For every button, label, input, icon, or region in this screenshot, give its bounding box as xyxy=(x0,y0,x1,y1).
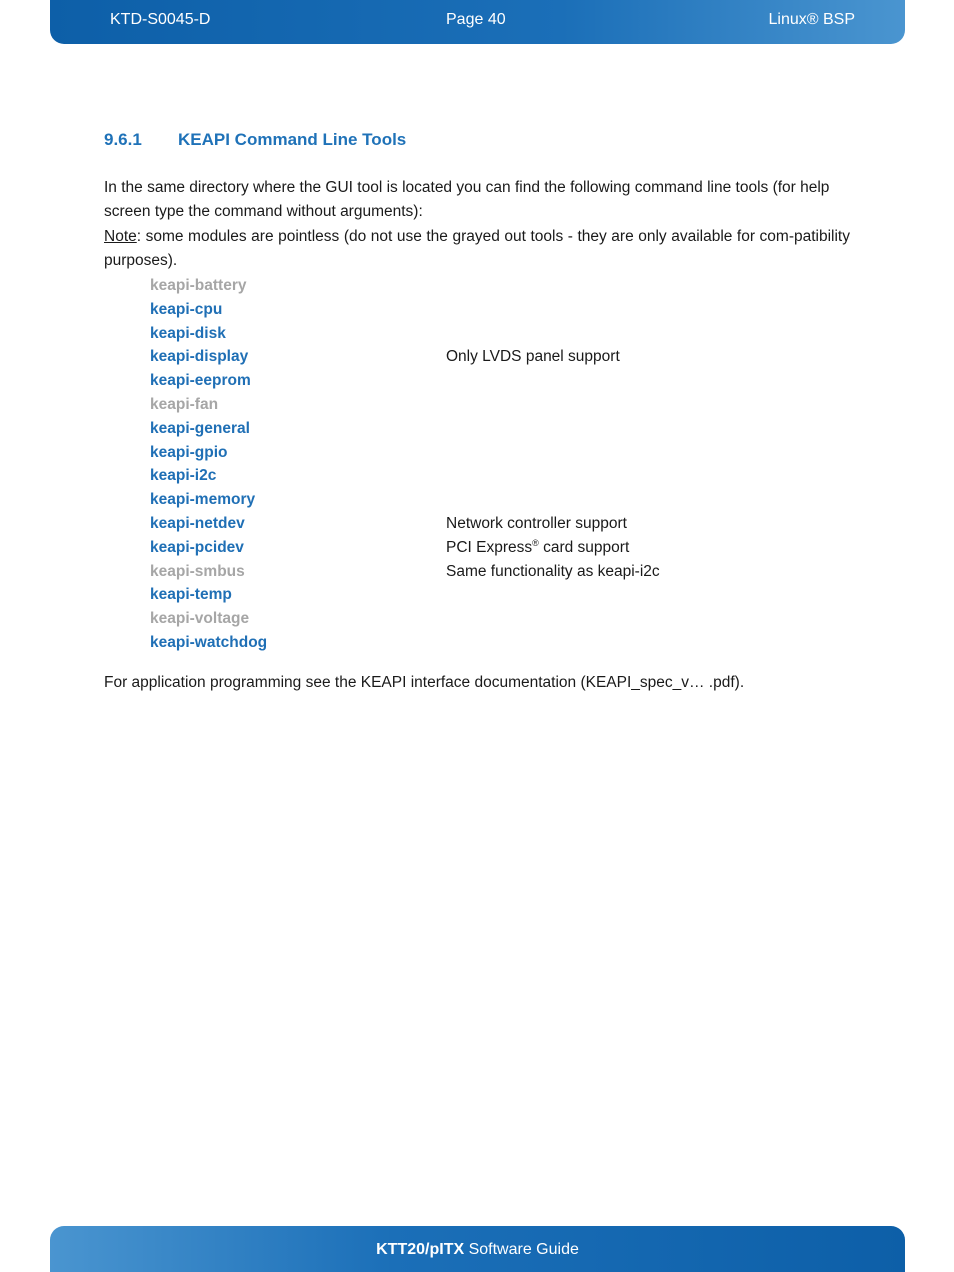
page-footer xyxy=(50,1226,905,1272)
tool-description-text: Network controller support xyxy=(446,514,627,532)
tool-name: keapi-watchdog xyxy=(150,633,268,651)
tool-name: keapi-disk xyxy=(150,324,226,342)
document-id: KTD-S0045-D xyxy=(110,11,211,28)
tool-row xyxy=(150,322,850,346)
tool-row xyxy=(150,393,850,417)
tool-name: keapi-battery xyxy=(150,277,247,294)
tool-name: keapi-netdev xyxy=(150,514,245,532)
section-heading xyxy=(104,130,406,150)
footer-product: KTT20/pITX xyxy=(376,1241,465,1258)
tool-list xyxy=(150,274,850,655)
tool-name: keapi-gpio xyxy=(150,443,228,461)
section-name: Linux® BSP xyxy=(768,11,855,28)
tool-row xyxy=(150,369,850,393)
note-label: Note xyxy=(104,228,137,245)
tool-row xyxy=(150,417,850,441)
tool-description xyxy=(446,345,620,369)
tool-name: keapi-i2c xyxy=(150,467,217,485)
tool-name: keapi-general xyxy=(150,419,250,437)
tool-description-text: Only LVDS panel support xyxy=(446,348,620,366)
tool-name: keapi-smbus xyxy=(150,562,245,580)
footer-label: Software Guide xyxy=(464,1241,579,1258)
tool-row xyxy=(150,607,850,631)
note-paragraph xyxy=(104,225,850,273)
section-title: KEAPI Command Line Tools xyxy=(178,130,407,149)
tool-row xyxy=(150,512,850,536)
tool-description-text: PCI Express xyxy=(446,538,533,556)
tool-row xyxy=(150,464,850,488)
intro-paragraph: In the same directory where the GUI tool is located you can find the following command line tools (for help screen type the command without arguments): xyxy=(104,179,830,220)
note-text: : some modules are pointless (do not use the grayed out tools - they are only available for com-patibility purposes). xyxy=(104,228,850,269)
tool-row xyxy=(150,274,850,298)
tool-name: keapi-fan xyxy=(150,395,219,413)
section-number: 9.6.1 xyxy=(104,130,142,149)
tool-name: keapi-display xyxy=(150,348,249,366)
tool-name: keapi-pcidev xyxy=(150,538,244,556)
tool-description xyxy=(446,560,660,584)
registered-mark: ® xyxy=(532,537,539,548)
tool-row xyxy=(150,488,850,512)
tool-row xyxy=(150,631,850,655)
tool-row xyxy=(150,441,850,465)
tool-row xyxy=(150,560,850,584)
tool-name: keapi-voltage xyxy=(150,610,250,628)
tool-description xyxy=(446,512,627,536)
tool-row xyxy=(150,583,850,607)
tool-name: keapi-temp xyxy=(150,586,232,604)
footer-text xyxy=(50,1241,905,1259)
page-number: Page 40 xyxy=(446,11,506,28)
tool-description xyxy=(446,536,629,560)
tool-description-text: Same functionality as keapi-i2c xyxy=(446,562,660,580)
tool-name: keapi-cpu xyxy=(150,300,223,318)
tool-name: keapi-memory xyxy=(150,491,256,509)
page-header xyxy=(50,0,905,44)
tool-row xyxy=(150,298,850,322)
tool-row xyxy=(150,536,850,560)
outro-paragraph: For application programming see the KEAPI interface documentation (KEAPI_spec_v… .pdf). xyxy=(104,674,745,691)
tool-row xyxy=(150,345,850,369)
tool-description-tail: card support xyxy=(538,538,630,556)
tool-name: keapi-eeprom xyxy=(150,372,251,390)
